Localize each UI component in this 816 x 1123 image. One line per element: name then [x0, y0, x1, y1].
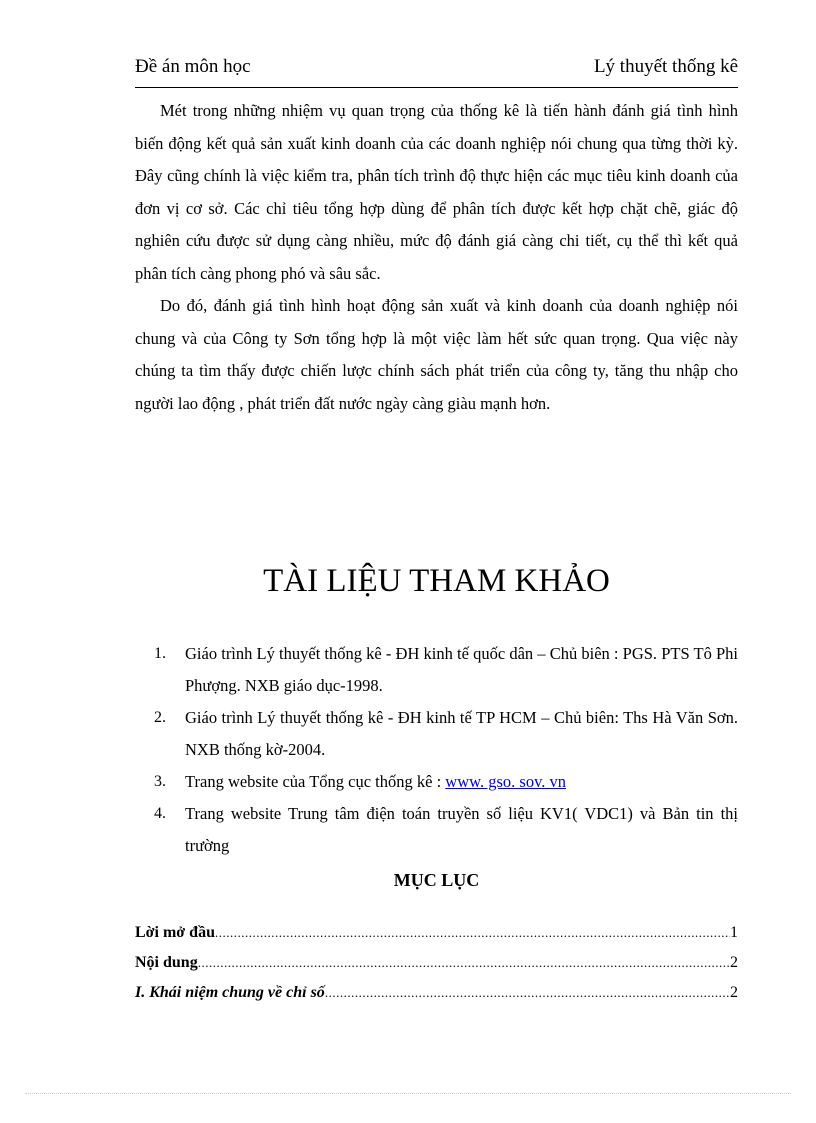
reference-text: Trang website Trung tâm điện toán truyền số liệu KV1( VDC1) và Bản tin thị trường — [185, 804, 738, 855]
page-header — [135, 56, 738, 86]
reference-number: 1. — [154, 645, 166, 662]
toc-page-number: 2 — [730, 984, 738, 1001]
body-text — [135, 95, 738, 420]
references-list — [135, 638, 738, 862]
reference-number: 2. — [154, 709, 166, 726]
toc-entry-label: Nội dung — [135, 954, 198, 971]
toc-entry-label: Lời mở đầu — [135, 924, 215, 941]
reference-text-container — [185, 766, 738, 798]
reference-number: 4. — [154, 805, 166, 822]
reference-item — [135, 798, 738, 862]
header-right-title: Lý thuyết thống kê — [593, 56, 738, 77]
table-of-contents — [135, 918, 738, 1008]
website-link[interactable]: www. gso. sov. vn — [445, 772, 566, 791]
reference-item — [135, 702, 738, 766]
toc-leader-dots — [198, 948, 730, 978]
toc-page-number: 2 — [730, 954, 738, 971]
toc-page-number: 1 — [730, 924, 738, 941]
toc-entry-label: I. Khái niệm chung về chỉ số — [135, 984, 325, 1001]
reference-item — [135, 638, 738, 702]
toc-leader-dots — [215, 918, 730, 948]
toc-leader-dots — [325, 978, 730, 1008]
references-title: TÀI LIỆU THAM KHẢO — [263, 563, 610, 599]
footer-divider — [25, 1093, 791, 1094]
reference-text: Giáo trình Lý thuyết thống kê - ĐH kinh tế quốc dân – Chủ biên : PGS. PTS Tô Phi Phượng. NXB giáo dục-1998. — [185, 644, 738, 695]
toc-entry[interactable] — [135, 918, 738, 948]
toc-entry[interactable] — [135, 948, 738, 978]
paragraph: Mét trong những nhiệm vụ quan trọng của thống kê là tiến hành đánh giá tình hình biến động kết quả sản xuất kinh doanh của các doanh nghiệp nói chung qua từng thời kỳ. Đây cũng chính là việc kiểm tra, phân tích trình độ thực hiện các mục tiêu kinh doanh của đơn vị cơ sở. Các chỉ tiêu tổng hợp dùng để phân tích được kết hợp chặt chẽ, giác độ nghiên cứu được sử dụng càng nhiều, mức độ đánh giá càng chi tiết, cụ thể thì kết quả phân tích càng phong phó và sâu sắc. — [135, 101, 738, 283]
paragraph: Do đó, đánh giá tình hình hoạt động sản xuất và kinh doanh của doanh nghiệp nói chung và của Công ty Sơn tổng hợp là một việc làm hết sức quan trọng. Qua việc này chúng ta tìm thấy được chiến lược chính sách phát triển của công ty, tăng thu nhập cho người lao động , phát triển đất nước ngày càng giàu mạnh hơn. — [135, 296, 738, 413]
reference-text: Trang website của Tổng cục thống kê : — [185, 772, 446, 791]
reference-item — [135, 766, 738, 798]
reference-number: 3. — [154, 773, 166, 790]
header-divider — [135, 87, 738, 88]
toc-title: MỤC LỤC — [393, 870, 480, 890]
header-left-title: Đề án môn học — [135, 56, 251, 77]
toc-entry[interactable] — [135, 978, 738, 1008]
reference-text: Giáo trình Lý thuyết thống kê - ĐH kinh tế TP HCM – Chủ biên: Ths Hà Văn Sơn. NXB thống kờ-2004. — [185, 708, 738, 759]
